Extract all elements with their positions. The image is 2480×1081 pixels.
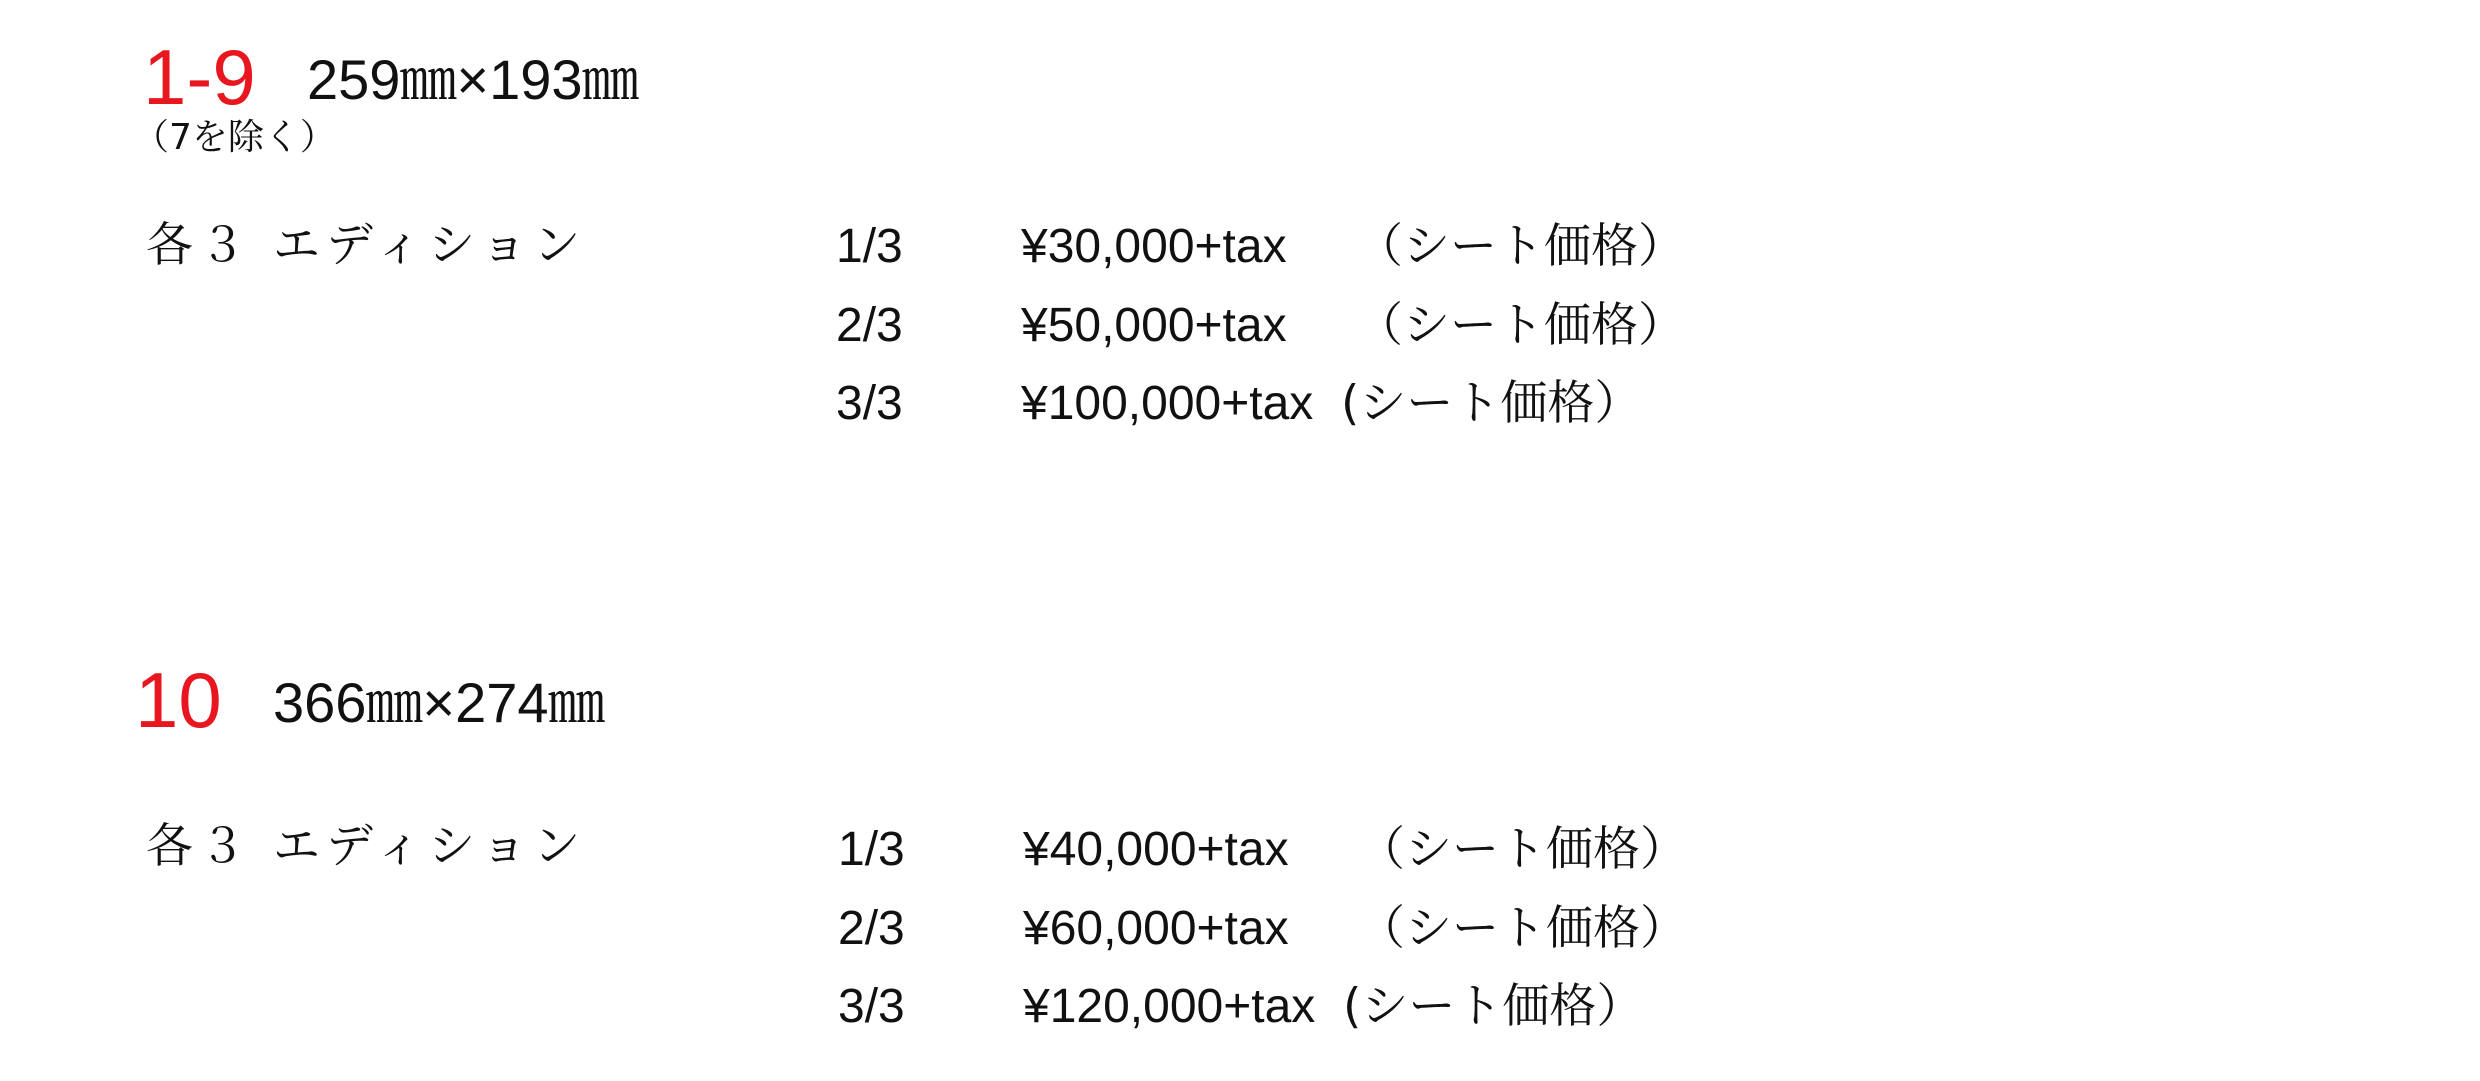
price-note: （シート価格） <box>1358 822 1687 877</box>
section-size: 259㎜×193㎜ <box>307 48 639 111</box>
edition-fraction: 3/3 <box>836 377 903 430</box>
price-row <box>836 376 1836 440</box>
edition-label: 各３ エディション <box>146 218 587 273</box>
price-note: （シート価格） <box>1356 298 1685 353</box>
price-row <box>838 822 1838 886</box>
price-value: ¥40,000+tax <box>1023 823 1289 876</box>
price-value: ¥60,000+tax <box>1023 902 1289 955</box>
edition-fraction: 3/3 <box>838 980 905 1033</box>
edition-fraction: 1/3 <box>836 220 903 273</box>
section-size: 366㎜×274㎜ <box>273 671 605 734</box>
price-note: (シート価格） <box>1343 979 1644 1034</box>
edition-fraction: 2/3 <box>836 299 903 352</box>
price-value: ¥120,000+tax <box>1023 980 1316 1033</box>
price-value: ¥50,000+tax <box>1021 299 1287 352</box>
price-row <box>838 979 1838 1043</box>
edition-fraction: 1/3 <box>838 823 905 876</box>
price-note: (シート価格） <box>1341 376 1642 431</box>
price-note: （シート価格） <box>1358 901 1687 956</box>
section-id: 10 <box>135 656 222 744</box>
edition-fraction: 2/3 <box>838 902 905 955</box>
edition-label: 各３ エディション <box>146 819 587 874</box>
price-row <box>838 901 1838 965</box>
price-row <box>836 219 1836 283</box>
price-note: （シート価格） <box>1356 219 1685 274</box>
price-value: ¥100,000+tax <box>1021 377 1314 430</box>
price-row <box>836 298 1836 362</box>
section-id: 1-9 <box>143 33 256 121</box>
section-note: （7を除く） <box>133 117 336 158</box>
price-value: ¥30,000+tax <box>1021 220 1287 273</box>
